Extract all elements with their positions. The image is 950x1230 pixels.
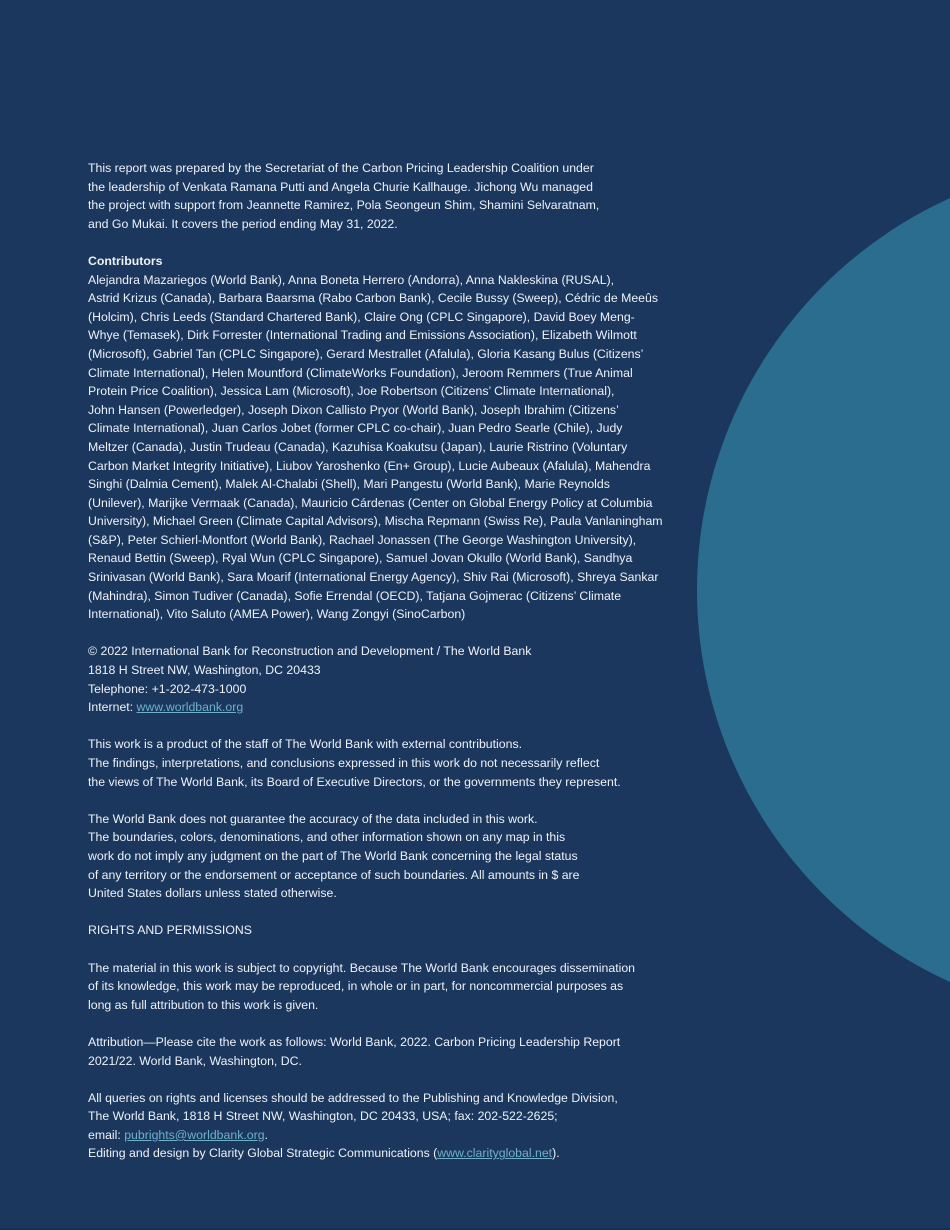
- address-block: [88, 642, 684, 716]
- copyright-page: [88, 159, 684, 1182]
- telephone-line: Telephone: +1-202-473-1000: [88, 681, 247, 696]
- intro-paragraph: This report was prepared by the Secretariat of the Carbon Pricing Leadership Coalition under the leadership of Venkata Ramana Putti and Angela Churie Kallhauge. Jichong Wu managed the project with support from Jeannette Ramirez, Pola Seongeun Shim, Shamini Selvaratnam, and Go Mukai. It covers the period ending May 31, 2022.: [88, 161, 600, 231]
- rights-paragraph: The material in this work is subject to copyright. Because The World Bank encourages dissemination of its knowledge, this work may be reproduced, in whole or in part, for noncommercial purposes as long as full attribution to this work is given.: [88, 960, 636, 1012]
- attribution-paragraph: Attribution—Please cite the work as follows: World Bank, 2022. Carbon Pricing Leadership Report 2021/22. World Bank, Washington, DC.: [88, 1034, 621, 1068]
- rights-heading: RIGHTS AND PERMISSIONS: [88, 923, 252, 938]
- queries-text: All queries on rights and licenses should be addressed to the Publishing and Knowledge Division, The World Bank, 1818 H Street NW, Washington, DC 20433, USA; fax: 202-522-2625;: [88, 1090, 618, 1124]
- internet-label: Internet:: [88, 700, 137, 715]
- copyright-line: © 2022 International Bank for Reconstruction and Development / The World Bank: [88, 644, 532, 659]
- disclaimer-paragraph-2: The World Bank does not guarantee the accuracy of the data included in this work. The boundaries, colors, denominations, and other information shown on any map in this work do not imply any judgment on the part of The World Bank concerning the legal status of any territory or the endorsement or acceptance of such boundaries. All amounts in $ are United States dollars unless stated otherwise.: [88, 811, 580, 901]
- worldbank-link[interactable]: www.worldbank.org: [136, 700, 244, 715]
- email-label: email:: [88, 1127, 125, 1142]
- queries-paragraph: [88, 1089, 684, 1163]
- decorative-circle: [697, 160, 950, 1020]
- disclaimer-paragraph-1: This work is a product of the staff of The World Bank with external contributions. The findings, interpretations, and conclusions expressed in this work do not necessarily reflect the views of The World Bank, its Board of Executive Directors, or the governments they represent.: [88, 737, 621, 789]
- clarityglobal-link[interactable]: www.clarityglobal.net: [437, 1146, 553, 1161]
- contributors-list: Alejandra Mazariegos (World Bank), Anna Boneta Herrero (Andorra), Anna Nakleskina (RUSAL), Astrid Krizus (Canada), Barbara Baarsma (Rabo Carbon Bank), Cecile Bussy (Sweep), Cédric de Meeûs (Holcim), Chris Leeds (Standard Chartered Bank), Claire Ong (CPLC Singapore), David Boey Meng- Whye (Temasek), Dirk Forrester (International Trading and Emissions Association), Elizabeth Wilmott (Microsoft), Gabriel Tan (CPLC Singapore), Gerard Mestrallet (Afalula), Gloria Kasang Bulus (Citizens’ Climate International), Helen Mountford (ClimateWorks Foundation), Jeroom Remmers (True Animal Protein Price Coalition), Jessica Lam (Microsoft), Joe Robertson (Citizens’ Climate International), John Hansen (Powerledger), Joseph Dixon Callisto Pryor (World Bank), Joseph Ibrahim (Citizens’ Climate International), Juan Carlos Jobet (former CPLC co-chair), Juan Pedro Searle (Chile), Judy Meltzer (Canada), Justin Trudeau (Canada), Kazuhisa Koakutsu (Japan), Laurie Ristrino (Voluntary Carbon Market Integrity Initiative), Liubov Yaroshenko (En+ Group), Lucie Aubeaux (Afalula), Mahendra Singhi (Dalmia Cement), Malek Al-Chalabi (Shell), Mari Pangestu (World Bank), Marie Reynolds (Unilever), Marijke Vermaak (Canada), Mauricio Cárdenas (Center on Global Energy Policy at Columbia University), Michael Green (Climate Capital Advisors), Mischa Repmann (Swiss Re), Paula Vanlaningham (S&P), Peter Schierl-Montfort (World Bank), Rachael Jonassen (The George Washington University), Renaud Bettin (Sweep), Ryal Wun (CPLC Singapore), Samuel Jovan Okullo (World Bank), Sandhya Srinivasan (World Bank), Sara Moarif (International Energy Agency), Shiv Rai (Microsoft), Shreya Sankar (Mahindra), Simon Tudiver (Canada), Sofie Errendal (OECD), Tatjana Gojmerac (Citizens’ Climate International), Vito Saluto (AMEA Power), Wang Zongyi (SinoCarbon): [88, 272, 663, 622]
- contributors-heading: Contributors: [88, 253, 163, 268]
- pubrights-email-link[interactable]: pubrights@worldbank.org: [124, 1127, 265, 1142]
- editing-label: Editing and design by Clarity Global Strategic Communications (: [88, 1146, 438, 1161]
- editing-end: ).: [552, 1146, 560, 1161]
- street-line: 1818 H Street NW, Washington, DC 20433: [88, 663, 321, 678]
- email-end: .: [264, 1127, 268, 1142]
- contributors-section: [88, 252, 684, 624]
